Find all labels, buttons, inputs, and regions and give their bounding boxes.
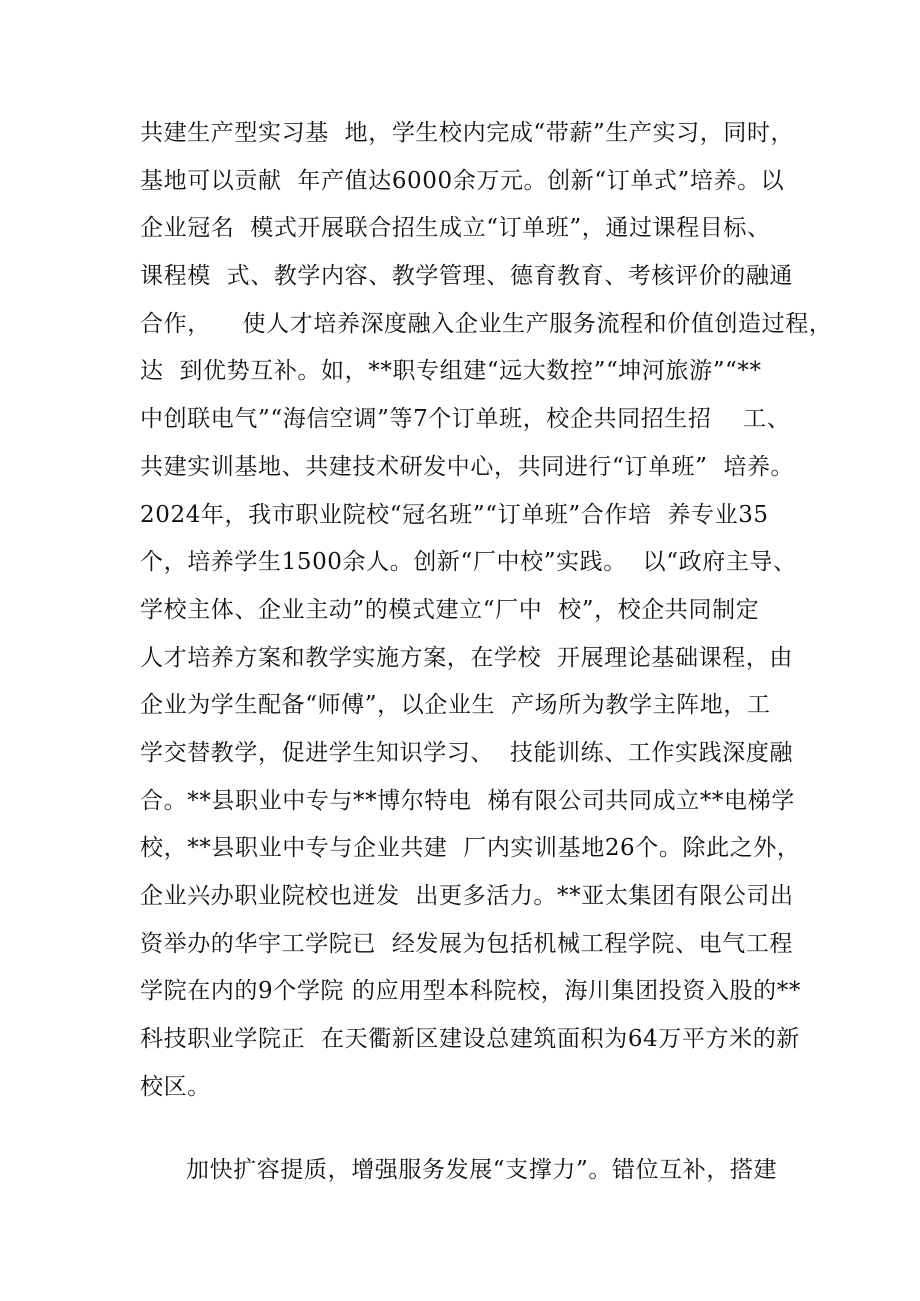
text-line: 2024年，我市职业院校“冠名班”“订单班”合作培 养专业35 [140, 501, 769, 528]
text-line: 企业为学生配备“师傅”，以企业生 产场所为教学主阵地，工 [140, 692, 771, 719]
text-line: 达 到优势互补。如，**职专组建“远大数控”“坤河旅游”“** [140, 358, 762, 385]
text-line: 基地可以贡献 年产值达6000余万元。创新“订单式”培养。以 [140, 167, 785, 194]
text-line: 中创联电气”“海信空调”等7个订单班，校企共同招生招 工、 [140, 406, 791, 433]
text-line: 企业冠名 模式开展联合招生成立“订单班”，通过课程目标、 [140, 215, 771, 242]
paragraph-gap [140, 1111, 800, 1147]
document-body [140, 110, 833, 1195]
text-line: 学校主体、企业主动”的模式建立“厂中 校”，校企共同制定 [140, 596, 760, 623]
text-line: 个，培养学生1500余人。创新“厂中校”实践。 以“政府主导、 [140, 549, 797, 576]
paragraph-start-line: 加快扩容提质，增强服务发展“支撑力”。错位互补，搭建 [186, 1157, 778, 1184]
text-line: 校区。 [140, 1073, 211, 1100]
text-line: 人才培养方案和教学实施方案，在学校 开展理论基础课程，由 [140, 644, 794, 671]
text-line: 校，**县职业中专与企业共建 厂内实训基地26个。除此之外， [140, 835, 801, 862]
text-line: 企业兴办职业院校也迸发 出更多活力。**亚太集团有限公司出 [140, 883, 794, 909]
text-line: 资举办的华宇工学院已 经发展为包括机械工程学院、电气工程 [140, 930, 794, 957]
text-line: 共建实训基地、共建技术研发中心，共同进行“订单班” 培养。 [140, 453, 795, 480]
text-line: 合。**县职业中专与**博尔特电 梯有限公司共同成立**电梯学 [140, 787, 795, 814]
text-line: 合作， 使人才培养深度融入企业生产服务流程和价值创造过程， [140, 310, 833, 337]
text-line: 共建生产型实习基 地，学生校内完成“带薪”生产实习，同时， [140, 120, 795, 146]
text-line: 课程模 式、教学内容、教学管理、德育教育、考核评价的融通 [140, 263, 794, 290]
text-line: 学交替教学，促进学生知识学习、 技能训练、工作实践深度融 [140, 739, 794, 766]
text-line: 学院在内的9个学院 的应用型本科院校，海川集团投资入股的** [140, 978, 801, 1005]
text-line: 科技职业学院正 在天衢新区建设总建筑面积为64万平方米的新 [140, 1026, 800, 1053]
